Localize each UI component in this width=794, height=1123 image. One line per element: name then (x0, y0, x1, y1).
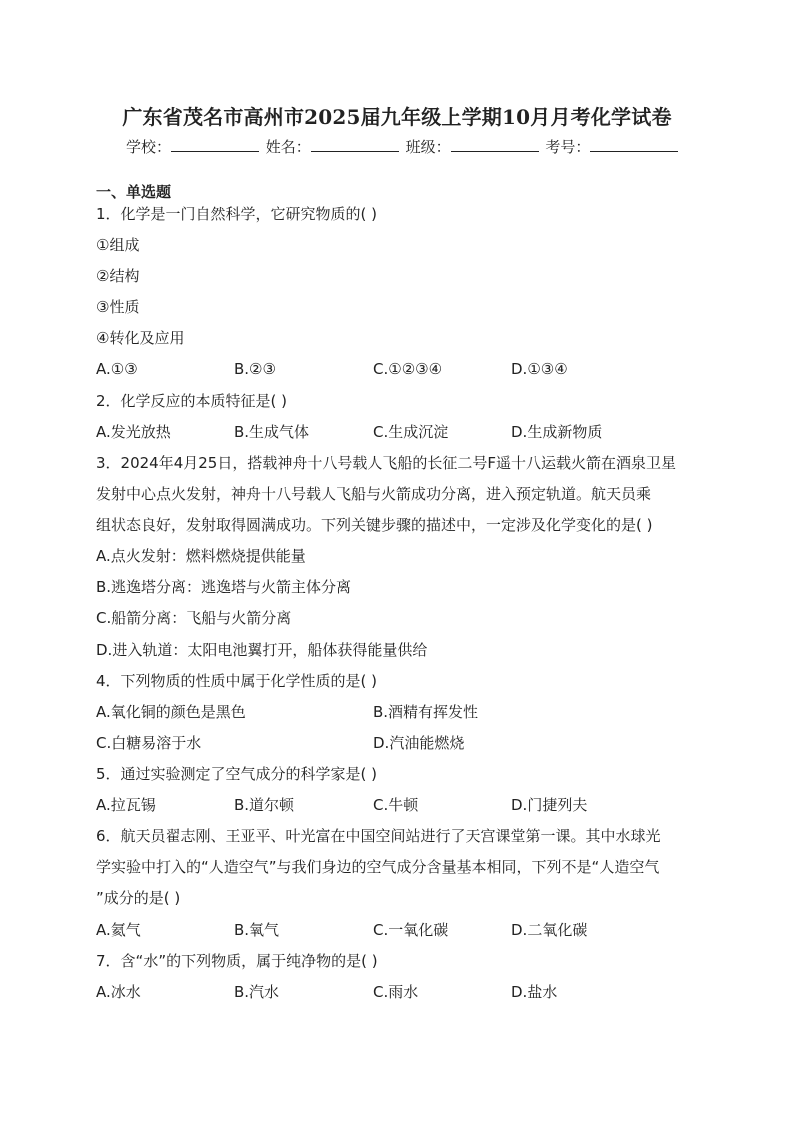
name-label: 姓名： (265, 138, 311, 156)
question-1-option-c: C.①②③④ (373, 360, 443, 378)
name-blank (311, 136, 399, 152)
student-info-line (126, 136, 686, 158)
question-5-option-d: D.门捷列夫 (511, 796, 588, 814)
question-2-option-c: C.生成沉淀 (373, 423, 449, 441)
question-6-option-d: D.二氧化碳 (511, 921, 588, 939)
exam-number-blank (590, 136, 678, 152)
question-3-stem-line: 3．2024年4月25日，搭载神舟十八号载人飞船的长征二号F遥十八运载火箭在酒泉卫星 (96, 454, 676, 472)
class-label: 班级： (405, 138, 451, 156)
class-blank (451, 136, 539, 152)
question-1-item: ②结构 (96, 267, 140, 285)
question-4-option-b: B.酒精有挥发性 (373, 703, 479, 721)
question-1-option-b: B.②③ (234, 360, 276, 378)
question-4-option-d: D.汽油能燃烧 (373, 734, 465, 752)
question-6-stem-line: ”成分的是( ) (96, 889, 181, 907)
question-3-stem-line: 发射中心点火发射，神舟十八号载人飞船与火箭成功分离，进入预定轨道。航天员乘 (96, 485, 652, 503)
question-7-option-a: A.冰水 (96, 983, 141, 1001)
question-3-option-d: D.进入轨道：太阳电池翼打开，船体获得能量供给 (96, 641, 428, 659)
question-1-option-a: A.①③ (96, 360, 138, 378)
question-6-stem-line: 6．航天员翟志刚、王亚平、叶光富在中国空间站进行了天宫课堂第一课。其中水球光 (96, 827, 661, 845)
question-7-option-d: D.盐水 (511, 983, 558, 1001)
question-5-stem: 5．通过实验测定了空气成分的科学家是( ) (96, 765, 378, 783)
question-7-stem: 7．含“水”的下列物质，属于纯净物的是( ) (96, 952, 378, 970)
question-3-option-b: B.逃逸塔分离：逃逸塔与火箭主体分离 (96, 578, 352, 596)
question-2-option-d: D.生成新物质 (511, 423, 603, 441)
question-4-stem: 4．下列物质的性质中属于化学性质的是( ) (96, 672, 378, 690)
question-2-stem: 2．化学反应的本质特征是( ) (96, 392, 288, 410)
question-5-option-a: A.拉瓦锡 (96, 796, 156, 814)
question-7-option-b: B.汽水 (234, 983, 280, 1001)
question-3-option-c: C.船箭分离：飞船与火箭分离 (96, 609, 292, 627)
school-label: 学校： (126, 138, 172, 156)
section-title: 一、单选题 (96, 183, 172, 201)
school-blank (171, 136, 259, 152)
question-4-option-a: A.氧化铜的颜色是黑色 (96, 703, 246, 721)
question-5-option-b: B.道尔顿 (234, 796, 295, 814)
exam-number-label: 考号： (545, 138, 591, 156)
question-2-option-b: B.生成气体 (234, 423, 310, 441)
question-1-stem: 1．化学是一门自然科学，它研究物质的( ) (96, 205, 378, 223)
question-3-option-a: A.点火发射：燃料燃烧提供能量 (96, 547, 306, 565)
page-title: 广东省茂名市高州市2025届九年级上学期10月月考化学试卷 (122, 105, 672, 129)
question-4-option-c: C.白糖易溶于水 (96, 734, 202, 752)
question-6-stem-line: 学实验中打入的“人造空气”与我们身边的空气成分含量基本相同，下列不是“人造空气 (96, 858, 660, 876)
question-6-option-c: C.一氧化碳 (373, 921, 449, 939)
question-6-option-a: A.氦气 (96, 921, 141, 939)
question-1-item: ③性质 (96, 298, 140, 316)
question-1-item: ④转化及应用 (96, 329, 185, 347)
question-5-option-c: C.牛顿 (373, 796, 419, 814)
question-2-option-a: A.发光放热 (96, 423, 171, 441)
question-7-option-c: C.雨水 (373, 983, 419, 1001)
question-6-option-b: B.氧气 (234, 921, 280, 939)
question-3-stem-line: 组状态良好，发射取得圆满成功。下列关键步骤的描述中，一定涉及化学变化的是( ) (96, 516, 653, 534)
question-1-item: ①组成 (96, 236, 140, 254)
question-1-option-d: D.①③④ (511, 360, 568, 378)
